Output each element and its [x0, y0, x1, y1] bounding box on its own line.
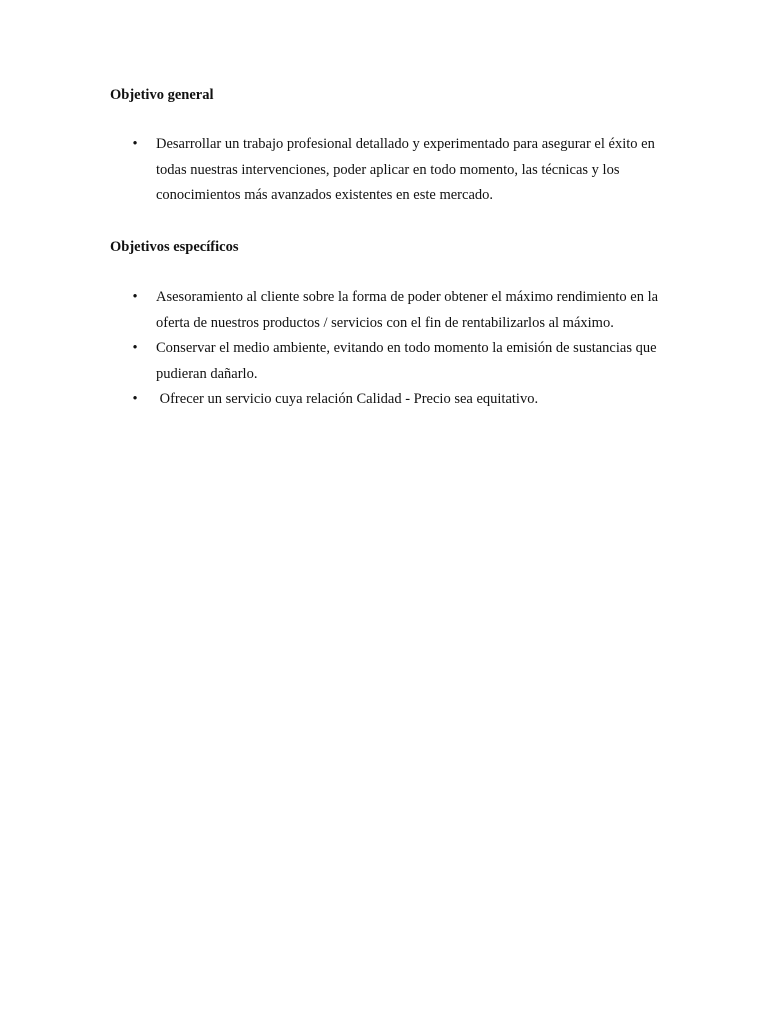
list-item-text: Desarrollar un trabajo profesional detallado y experimentado para asegurar el éxito en todas nuestras intervenciones, poder aplicar en todo momento, las técnicas y los conocimientos más avanzados existentes en este mercado. [156, 136, 659, 203]
bullet-list-general [110, 132, 670, 209]
list-item [110, 387, 670, 413]
list-item [110, 132, 670, 209]
list-item-text: Ofrecer un servicio cuya relación Calidad - Precio sea equitativo. [156, 391, 539, 407]
list-item-text: Conservar el medio ambiente, evitando en todo momento la emisión de sustancias que pudieran dañarlo. [156, 340, 661, 382]
section-heading-general: Objetivo general [110, 87, 214, 103]
section-heading-especificos: Objetivos específicos [110, 239, 239, 255]
bullet-icon: • [132, 136, 138, 152]
bullet-icon: • [132, 340, 138, 356]
bullet-icon: • [132, 391, 138, 407]
list-item-text: Asesoramiento al cliente sobre la forma de poder obtener el máximo rendimiento en la oferta de nuestros productos / servicios con el fin de rentabilizarlos al máximo. [156, 289, 662, 331]
list-item [110, 336, 670, 387]
bullet-icon: • [132, 289, 138, 305]
list-item [110, 285, 670, 336]
bullet-list-especificos [110, 285, 670, 413]
